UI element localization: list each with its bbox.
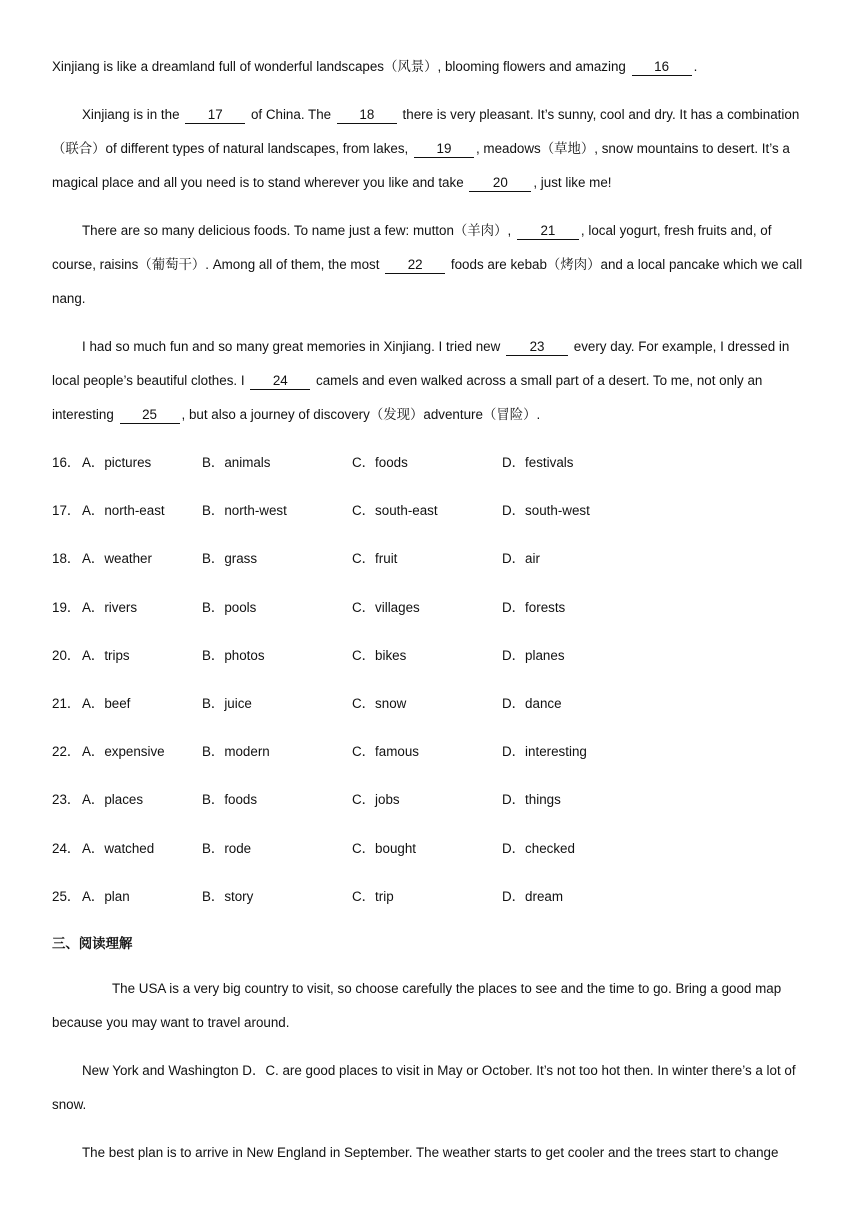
blank-23: 23 [506, 339, 568, 356]
passage-text: , local yogurt, fresh fruits and, of course, raisins（葡萄干）. Among all of them, the most [52, 223, 772, 272]
passage-paragraph-4 [52, 330, 812, 432]
question-row [52, 783, 812, 831]
option-a[interactable]: A．rivers [82, 599, 138, 615]
passage-text: Xinjiang is in the [82, 107, 184, 122]
option-a[interactable]: A．trips [82, 647, 130, 663]
reading-paragraph-1: The USA is a very big country to visit, so choose carefully the places to see and the time to go. Bring a good map because you may want to travel around. [52, 980, 782, 1030]
passage-paragraph-2 [52, 98, 812, 200]
question-number: 17． [52, 503, 81, 519]
option-b[interactable]: B．modern [202, 744, 270, 760]
reading-paragraph-3: The best plan is to arrive in New England in September. The weather starts to get cooler and the trees start to change [82, 1144, 779, 1160]
question-row [52, 591, 812, 639]
question-row [52, 735, 812, 783]
option-c[interactable]: C．famous [352, 744, 419, 760]
question-row [52, 880, 812, 928]
reading-paragraph-2: New York and Washington D．C. are good places to visit in May or October. It’s not too hot then. In winter there’s a lot of snow. [52, 1062, 796, 1112]
option-d[interactable]: D．air [502, 551, 540, 567]
question-number: 23． [52, 792, 81, 808]
question-number: 24． [52, 840, 81, 856]
question-number: 19． [52, 599, 81, 615]
passage-text: there is very pleasant. It’s sunny, cool and dry. It has a combination（联合）of different types of natural landscapes, from lakes, [52, 107, 800, 156]
option-a[interactable]: A．weather [82, 551, 152, 567]
question-number: 20． [52, 647, 81, 663]
option-a[interactable]: A．watched [82, 840, 155, 856]
option-b[interactable]: B．story [202, 888, 254, 904]
option-d[interactable]: D．dream [502, 888, 564, 904]
option-b[interactable]: B．grass [202, 551, 258, 567]
option-c[interactable]: C．snow [352, 695, 407, 711]
blank-19: 19 [414, 141, 474, 158]
passage-text: of China. The [247, 107, 335, 122]
option-c[interactable]: C．bikes [352, 647, 407, 663]
question-number: 21． [52, 695, 81, 711]
option-a[interactable]: A．pictures [82, 455, 152, 470]
blank-24: 24 [250, 373, 310, 390]
passage-text: I had so much fun and so many great memories in Xinjiang. I tried new [82, 339, 505, 354]
option-d[interactable]: D．forests [502, 599, 566, 615]
option-a[interactable]: A．places [82, 792, 144, 808]
blank-16: 16 [632, 59, 692, 76]
passage-text: every day. For example, I dressed in local people’s beautiful clothes. I [52, 339, 790, 388]
blank-18: 18 [337, 107, 397, 124]
question-number: 18． [52, 551, 81, 567]
question-row [52, 832, 812, 880]
question-row [52, 639, 812, 687]
blank-25: 25 [120, 407, 180, 424]
question-row [52, 494, 812, 542]
document-page [52, 50, 812, 1184]
question-row [52, 542, 812, 590]
option-d[interactable]: D．checked [502, 840, 575, 856]
passage-text: . [693, 59, 698, 74]
question-list [52, 446, 812, 928]
option-c[interactable]: C．south-east [352, 503, 438, 519]
option-b[interactable]: B．rode [202, 840, 252, 856]
passage-text: foods are kebab（烤肉）and a local pancake which we call nang. [52, 257, 803, 306]
option-a[interactable]: A．plan [82, 888, 130, 904]
option-d[interactable]: D．festivals [502, 455, 574, 470]
section-heading: 三、阅读理解 [52, 936, 133, 952]
passage-paragraph-3 [52, 214, 812, 316]
option-c[interactable]: C．jobs [352, 792, 400, 808]
option-d[interactable]: D．south-west [502, 503, 590, 519]
blank-20: 20 [469, 175, 531, 192]
option-b[interactable]: B．pools [202, 599, 257, 615]
option-b[interactable]: B．juice [202, 695, 252, 711]
passage-text: , meadows（草地）, snow mountains to desert. It’s a magical place and all you need is to stand wherever you like and take [52, 141, 790, 190]
blank-22: 22 [385, 257, 445, 274]
option-b[interactable]: B．photos [202, 647, 265, 663]
option-c[interactable]: C．villages [352, 599, 420, 615]
blank-17: 17 [185, 107, 245, 124]
blank-21: 21 [517, 223, 579, 240]
option-d[interactable]: D．interesting [502, 744, 587, 760]
passage-text: There are so many delicious foods. To name just a few: mutton（羊肉）, [82, 223, 515, 238]
option-a[interactable]: A．beef [82, 695, 131, 711]
option-a[interactable]: A．expensive [82, 744, 165, 760]
question-row [52, 687, 812, 735]
option-c[interactable]: C．trip [352, 888, 394, 904]
option-c[interactable]: C．foods [352, 455, 408, 470]
question-row [52, 446, 812, 494]
option-d[interactable]: D．things [502, 792, 561, 808]
passage-text: , just like me! [533, 175, 612, 190]
passage-text: , but also a journey of discovery（发现）adventure（冒险）. [181, 407, 541, 422]
passage-paragraph-1 [52, 50, 812, 84]
passage-text: Xinjiang is like a dreamland full of wonderful landscapes（风景）, blooming flowers and amazing [52, 59, 630, 74]
question-number: 16． [52, 455, 81, 470]
option-b[interactable]: B．north-west [202, 503, 287, 519]
option-d[interactable]: D．dance [502, 695, 562, 711]
option-a[interactable]: A．north-east [82, 503, 165, 519]
option-c[interactable]: C．bought [352, 840, 417, 856]
question-number: 25． [52, 888, 81, 904]
passage-text: camels and even walked across a small part of a desert. To me, not only an interesting [52, 373, 763, 422]
option-c[interactable]: C．fruit [352, 551, 398, 567]
question-number: 22． [52, 744, 81, 760]
option-b[interactable]: B．foods [202, 792, 258, 808]
option-b[interactable]: B．animals [202, 455, 271, 470]
option-d[interactable]: D．planes [502, 647, 565, 663]
